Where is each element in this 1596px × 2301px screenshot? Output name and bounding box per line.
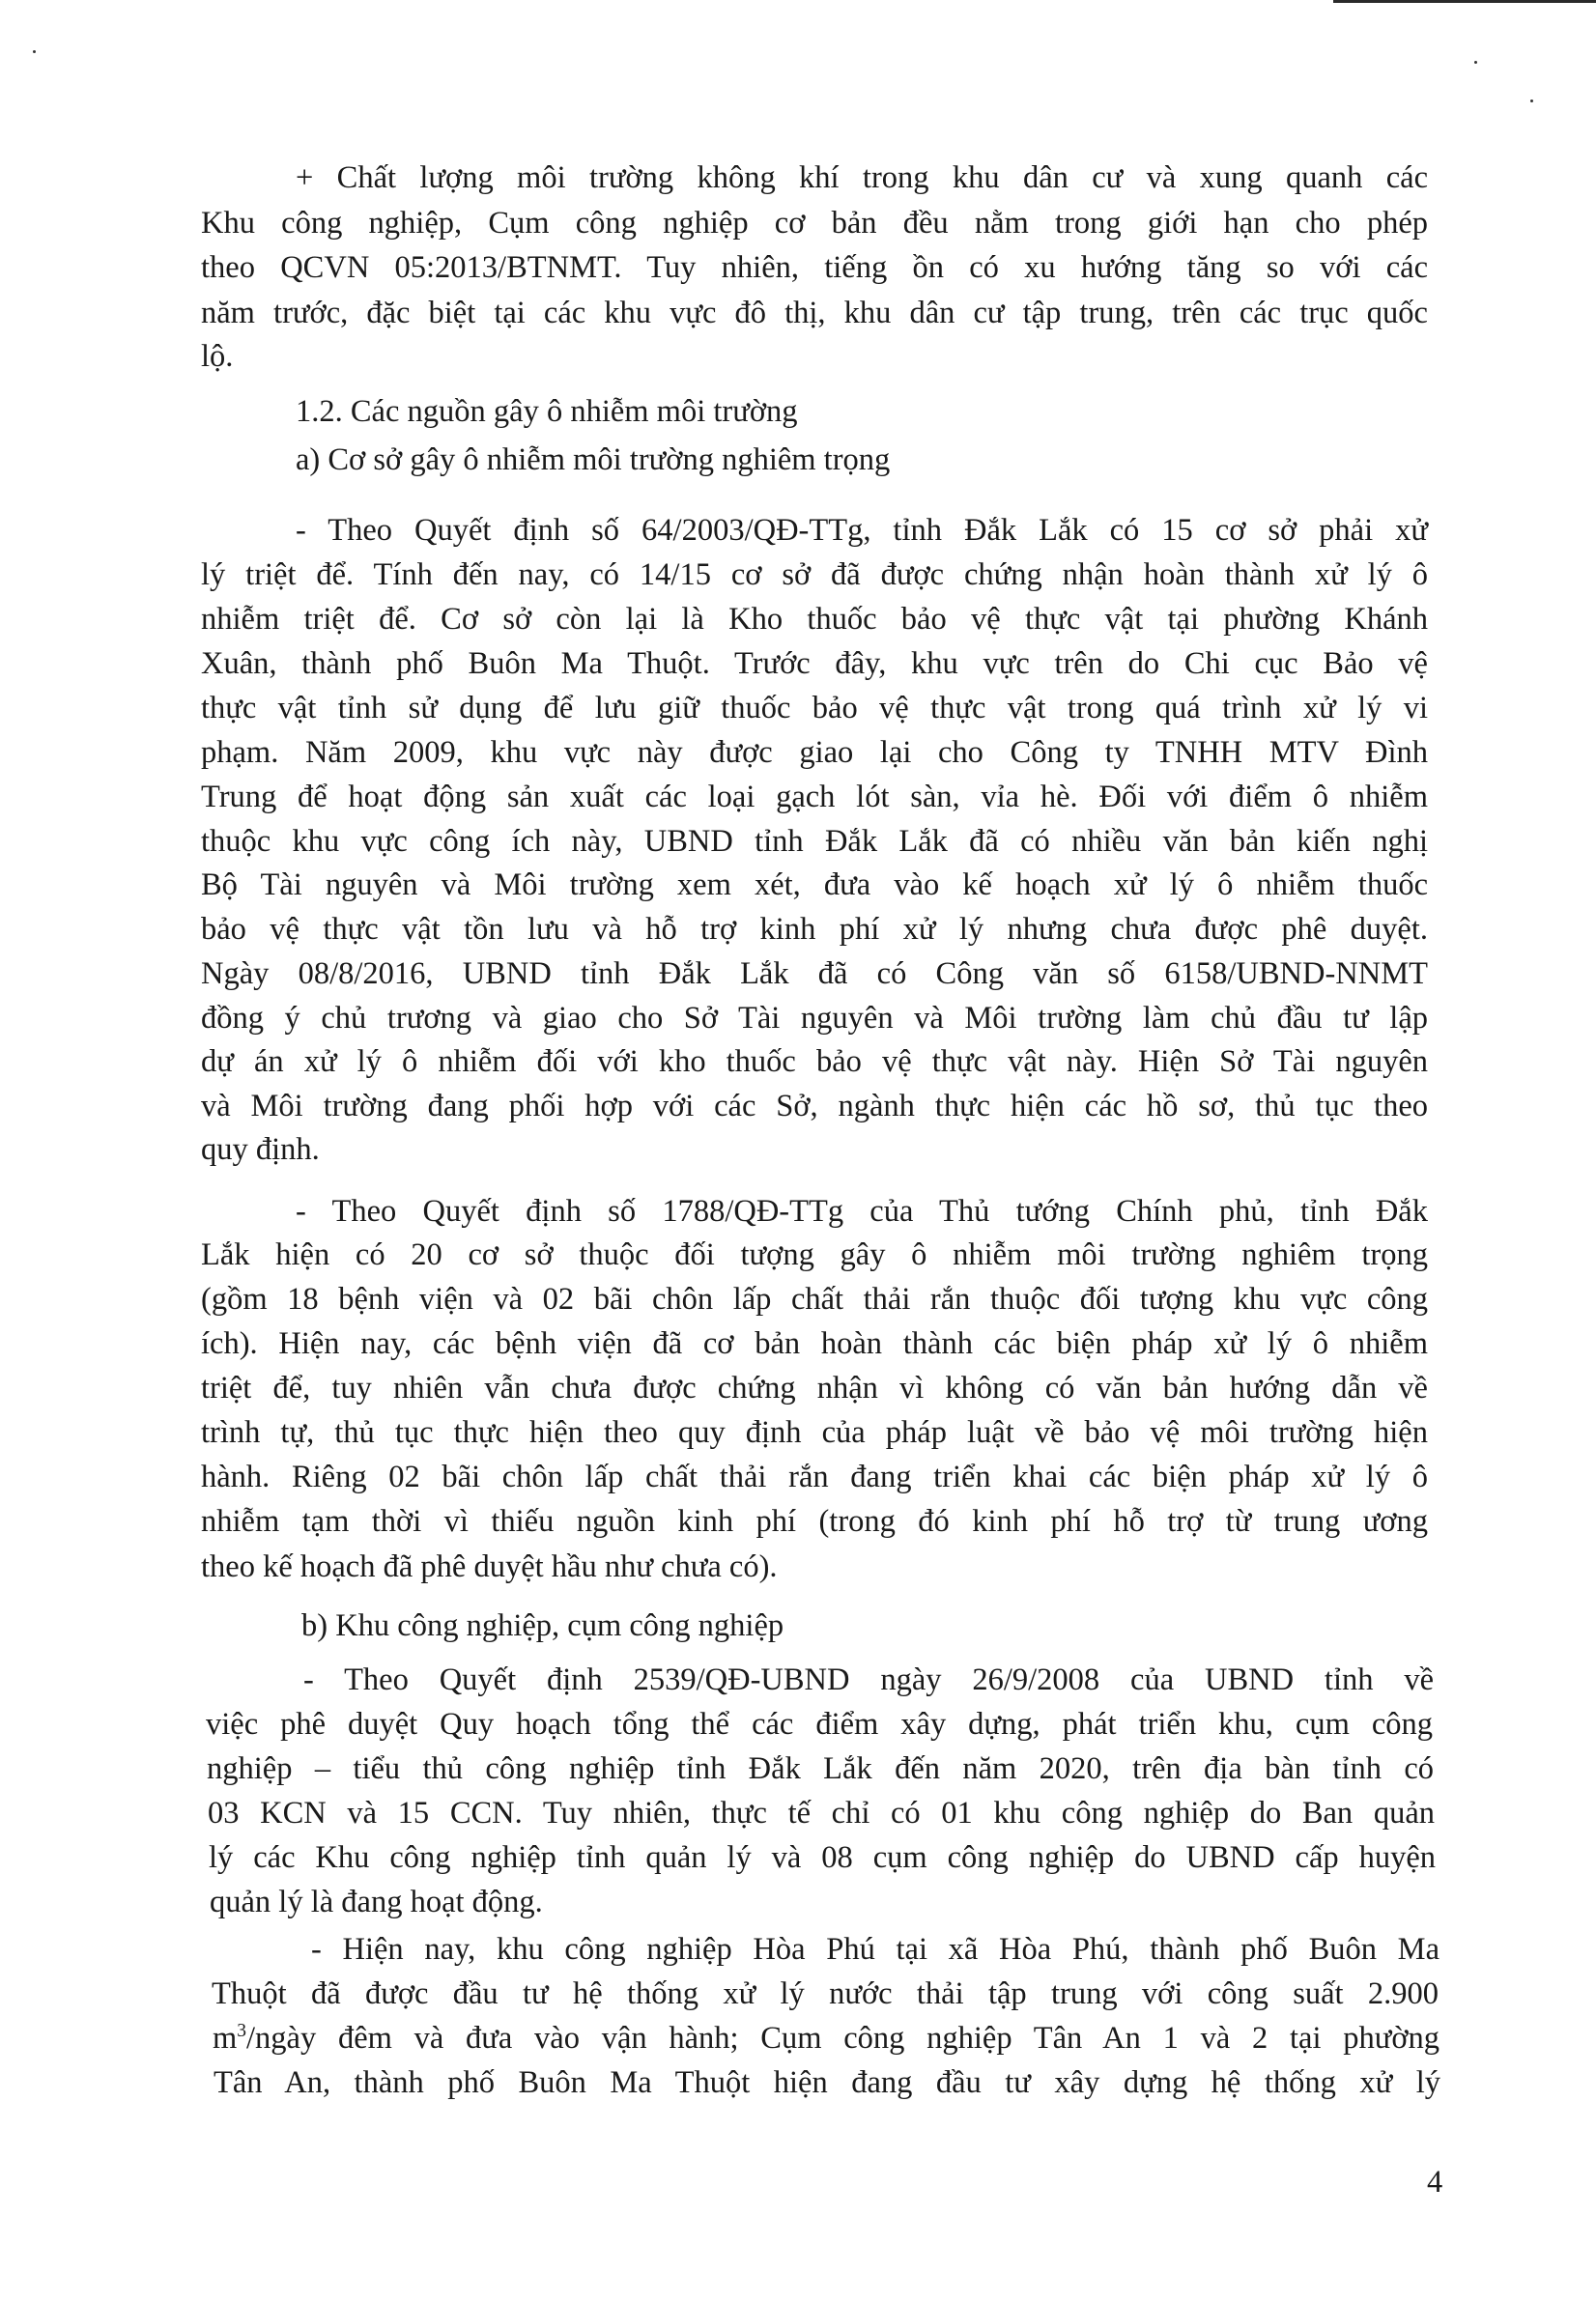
text-line: thuộc khu vực công ích này, UBND tỉnh Đắk Lắk đã có nhiều văn bản kiến nghị [201, 824, 1428, 859]
text-line: trình tự, thủ tục thực hiện theo quy định của pháp luật về bảo vệ môi trường hiện [201, 1415, 1428, 1450]
text-line: triệt để, tuy nhiên vẫn chưa được chứng nhận vì không có văn bản hướng dẫn về [201, 1371, 1428, 1406]
text-line: nghiệp – tiểu thủ công nghiệp tỉnh Đắk Lắk đến năm 2020, trên địa bàn tỉnh có [207, 1751, 1434, 1786]
text-line: - Theo Quyết định 2539/QĐ-UBND ngày 26/9/2008 của UBND tỉnh về [303, 1662, 1434, 1697]
text-line [213, 2020, 1439, 2057]
text-line: quy định. [201, 1132, 320, 1167]
text-line: Bộ Tài nguyên và Môi trường xem xét, đưa vào kế hoạch xử lý ô nhiễm thuốc [201, 867, 1428, 902]
text-line: + Chất lượng môi trường không khí trong khu dân cư và xung quanh các [296, 160, 1428, 195]
text-line: Khu công nghiệp, Cụm công nghiệp cơ bản đều nằm trong giới hạn cho phép [201, 206, 1428, 241]
text-line: - Hiện nay, khu công nghiệp Hòa Phú tại xã Hòa Phú, thành phố Buôn Ma [311, 1932, 1439, 1967]
section-heading-1-2: 1.2. Các nguồn gây ô nhiễm môi trường [296, 394, 798, 429]
page-number: 4 [1427, 2165, 1443, 2200]
text-line: Trung để hoạt động sản xuất các loại gạch lót sàn, vỉa hè. Đối với điểm ô nhiễm [201, 780, 1428, 814]
text-line: - Theo Quyết định số 64/2003/QĐ-TTg, tỉnh Đắk Lắk có 15 cơ sở phải xử [296, 513, 1428, 548]
text-line: nhiễm triệt để. Cơ sở còn lại là Kho thuốc bảo vệ thực vật tại phường Khánh [201, 602, 1428, 637]
text-line: 03 KCN và 15 CCN. Tuy nhiên, thực tế chỉ có 01 khu công nghiệp do Ban quản [208, 1796, 1435, 1831]
text-line: thực vật tỉnh sử dụng để lưu giữ thuốc bảo vệ thực vật trong quá trình xử lý vi [201, 691, 1428, 725]
text-line: theo kế hoạch đã phê duyệt hầu như chưa có). [201, 1549, 778, 1584]
scan-border-line [1333, 0, 1596, 3]
text-line: lý triệt để. Tính đến nay, có 14/15 cơ sở đã được chứng nhận hoàn thành xử lý ô [201, 557, 1428, 592]
text-line: đồng ý chủ trương và giao cho Sở Tài nguyên và Môi trường làm chủ đầu tư lập [201, 1001, 1428, 1036]
text-line: năm trước, đặc biệt tại các khu vực đô thị, khu dân cư tập trung, trên các trục quốc [201, 296, 1428, 330]
scan-speck [1530, 99, 1533, 102]
text-line: - Theo Quyết định số 1788/QĐ-TTg của Thủ tướng Chính phủ, tỉnh Đắk [296, 1194, 1428, 1229]
text-line: dự án xử lý ô nhiễm đối với kho thuốc bảo vệ thực vật này. Hiện Sở Tài nguyên [201, 1044, 1428, 1079]
text-line: bảo vệ thực vật tồn lưu và hỗ trợ kinh phí xử lý nhưng chưa được phê duyệt. [201, 912, 1428, 947]
text-line: quản lý là đang hoạt động. [210, 1885, 543, 1919]
text-line: Ngày 08/8/2016, UBND tỉnh Đắk Lắk đã có Công văn số 6158/UBND-NNMT [201, 956, 1428, 991]
text-line: Thuột đã được đầu tư hệ thống xử lý nước thải tập trung với công suất 2.900 [212, 1976, 1439, 2011]
subsection-heading-b: b) Khu công nghiệp, cụm công nghiệp [301, 1608, 784, 1643]
text-line: và Môi trường đang phối hợp với các Sở, ngành thực hiện các hồ sơ, thủ tục theo [201, 1089, 1428, 1123]
text-line: việc phê duyệt Quy hoạch tổng thể các điểm xây dựng, phát triển khu, cụm công [206, 1707, 1433, 1742]
text-line: hành. Riêng 02 bãi chôn lấp chất thải rắn đang triển khai các biện pháp xử lý ô [201, 1460, 1428, 1494]
text-line: lộ. [201, 339, 234, 374]
text-line: Xuân, thành phố Buôn Ma Thuột. Trước đây, khu vực trên do Chi cục Bảo vệ [201, 646, 1428, 681]
text-line: Tân An, thành phố Buôn Ma Thuột hiện đang đầu tư xây dựng hệ thống xử lý [214, 2065, 1440, 2100]
text-line: ích). Hiện nay, các bệnh viện đã cơ bản hoàn thành các biện pháp xử lý ô nhiễm [201, 1326, 1428, 1361]
text-line: (gồm 18 bệnh viện và 02 bãi chôn lấp chất thải rắn thuộc đối tượng khu vực công [201, 1282, 1428, 1317]
text-line-rest: /ngày đêm và đưa vào vận hành; Cụm công nghiệp Tân An 1 và 2 tại phường [246, 2021, 1439, 2056]
subsection-heading-a: a) Cơ sở gây ô nhiễm môi trường nghiêm trọng [296, 442, 891, 477]
unit-superscript: 3 [237, 2021, 247, 2042]
scan-speck [33, 50, 36, 53]
text-line: phạm. Năm 2009, khu vực này được giao lại cho Công ty TNHH MTV Đình [201, 735, 1428, 770]
text-line: nhiễm tạm thời vì thiếu nguồn kinh phí (trong đó kinh phí hỗ trợ từ trung ương [201, 1504, 1428, 1539]
text-line: lý các Khu công nghiệp tỉnh quản lý và 08 cụm công nghiệp do UBND cấp huyện [209, 1840, 1436, 1875]
unit-base: m [213, 2021, 238, 2056]
scan-speck [1474, 61, 1477, 64]
text-line: theo QCVN 05:2013/BTNMT. Tuy nhiên, tiếng ồn có xu hướng tăng so với các [201, 250, 1428, 285]
text-line: Lắk hiện có 20 cơ sở thuộc đối tượng gây ô nhiễm môi trường nghiêm trọng [201, 1237, 1428, 1272]
